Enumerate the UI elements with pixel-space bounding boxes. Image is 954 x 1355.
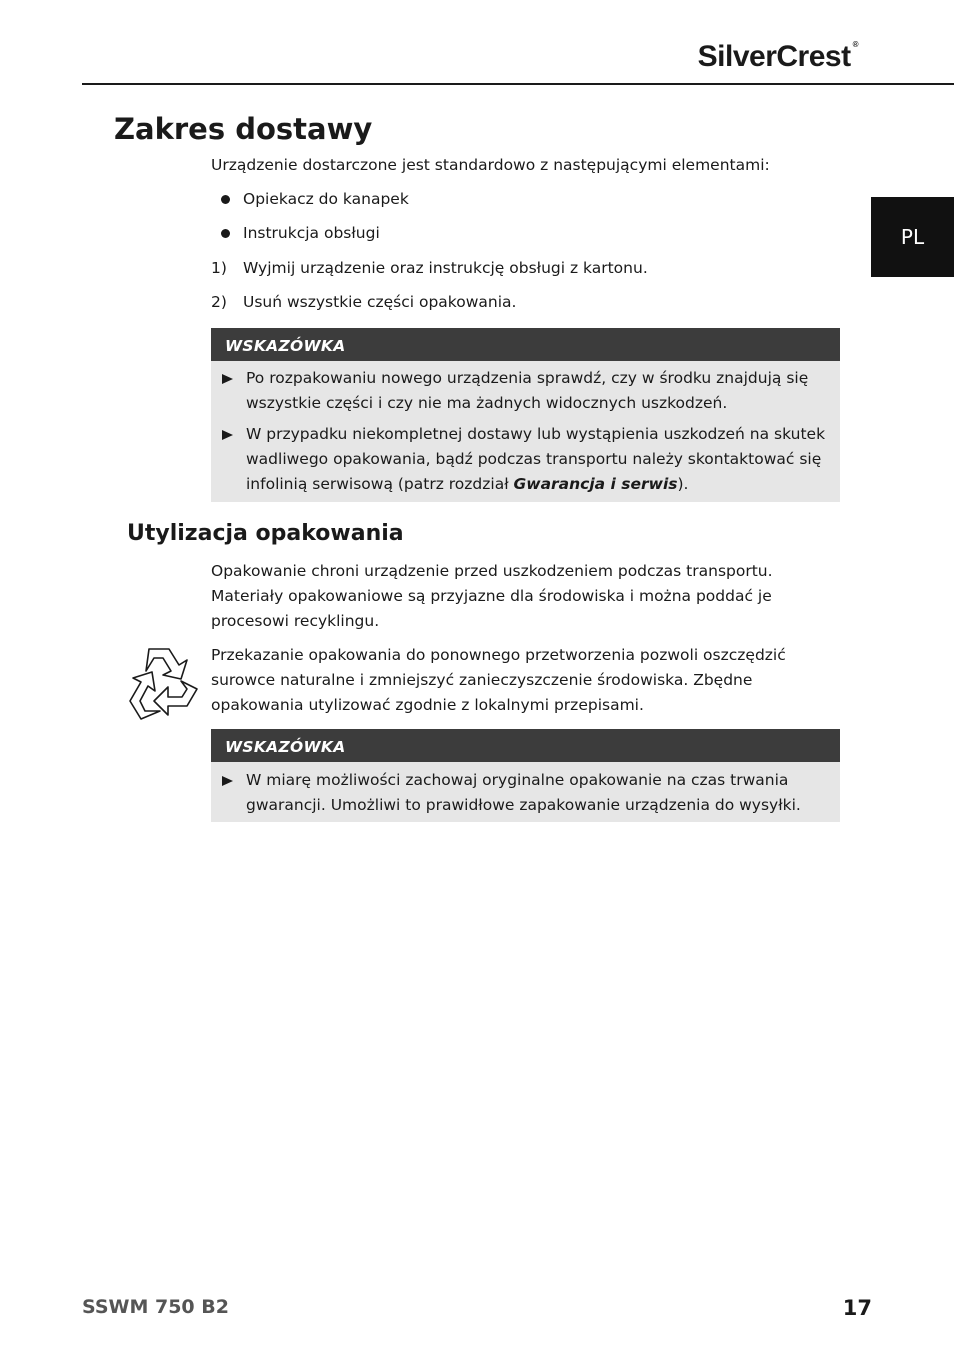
language-tab — [871, 197, 954, 277]
language-label: PL — [900, 225, 925, 249]
arrow-right-icon — [222, 776, 233, 786]
bullet-dot-icon — [221, 195, 230, 204]
note-box — [211, 729, 840, 822]
page-title: Zakres dostawy — [114, 112, 373, 146]
step-text: Usuń wszystkie części opakowania. — [243, 293, 517, 311]
note-text: W miarę możliwości zachowaj oryginalne opakowanie na czas trwania gwarancji. Umożliwi to prawidłowe zapakowanie urządzenia do wysyłki. — [246, 771, 801, 814]
registered-mark: ® — [852, 40, 858, 49]
arrow-right-icon — [222, 374, 233, 384]
recycle-icon — [121, 645, 203, 723]
note-item — [211, 422, 840, 497]
recycling-text: Przekazanie opakowania do ponownego przetworzenia pozwoli oszczędzić surowce naturalne i zmniejszyć zanieczyszczenie środowiska. Zbędne opakowania utylizować zgodnie z lokalnymi przepisami. — [211, 646, 786, 714]
intro-text: Urządzenie dostarczone jest standardowo z następującymi elementami: — [211, 156, 770, 174]
note-text-end: ). — [677, 475, 689, 493]
note-text: Po rozpakowaniu nowego urządzenia sprawdź, czy w środku znajdują się wszystkie części i czy nie ma żadnych widocznych uszkodzeń. — [246, 369, 809, 412]
page-number: 17 — [842, 1296, 872, 1320]
section-title: Utylizacja opakowania — [127, 521, 404, 546]
note-heading: WSKAZÓWKA — [211, 729, 840, 762]
note-heading: WSKAZÓWKA — [211, 328, 840, 361]
packaging-text: Opakowanie chroni urządzenie przed uszkodzeniem podczas transportu. Materiały opakowaniowe są przyjazne dla środowiska i można poddać je procesowi recyklingu. — [211, 562, 773, 630]
model-number: SSWM 750 B2 — [82, 1296, 229, 1318]
step-number: 1) — [211, 259, 227, 277]
arrow-right-icon — [222, 430, 233, 440]
step-number: 2) — [211, 293, 227, 311]
step-text: Wyjmij urządzenie oraz instrukcję obsługi z kartonu. — [243, 259, 648, 277]
chapter-reference: Gwarancja i serwis — [513, 475, 678, 493]
note-text: W przypadku niekompletnej dostawy lub wystąpienia uszkodzeń na skutek wadliwego opakowania, bądź podczas transportu należy skontaktować się infolinią serwisową (patrz rozdział — [246, 425, 826, 493]
note-item — [211, 768, 840, 818]
note-item — [211, 366, 840, 416]
list-item-label: Instrukcja obsługi — [243, 224, 380, 242]
list-item-label: Opiekacz do kanapek — [243, 190, 409, 208]
note-box — [211, 328, 840, 502]
bullet-dot-icon — [221, 229, 230, 238]
brand-logo — [698, 40, 858, 74]
brand-name: SilverCrest — [697, 40, 851, 73]
header-rule — [82, 83, 954, 85]
